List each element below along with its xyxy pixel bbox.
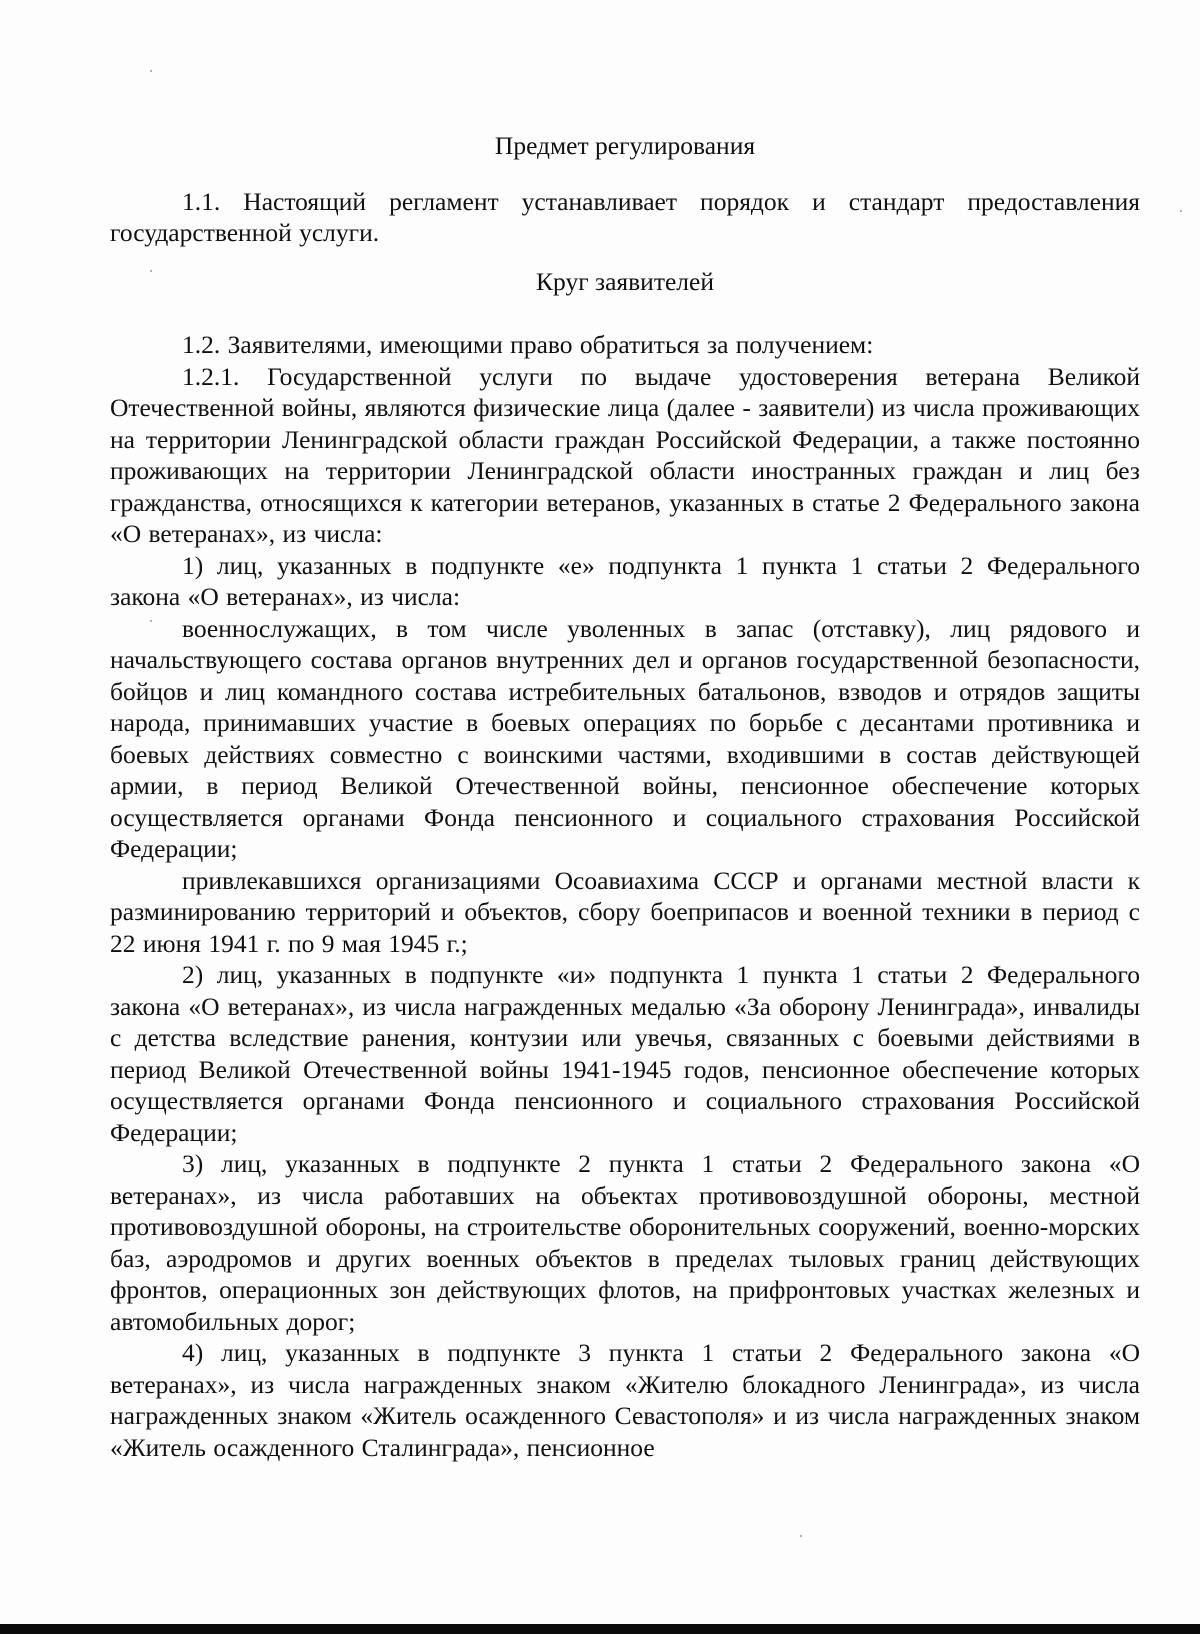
paragraph-servicemen: военнослужащих, в том числе уволенных в запас (отставку), лиц рядового и начальствующего состава органов внутренних дел и органов государственной безопасности, бойцов и лиц командного состава истребительных батальонов, взводов и отрядов защиты народа, принимавших участие в боевых операциях по борьбе с десантами противника и боевых действиях совместно с воинскими частями, входившими в состав действующей армии, в период Великой Отечественной войны, пенсионное обеспечение которых осуществляется органами Фонда пенсионного и социального страхования Российской Федерации;	[110, 613, 1140, 863]
paragraph-item-3: 3) лиц, указанных в подпункте 2 пункта 1 статьи 2 Федерального закона «О ветеранах», из числа работавших на объектах противовоздушной обороны, местной противовоздушной обороны, на строительстве оборонительных сооружений, военно-морских баз, аэродромов и других военных объектов в пределах тыловых границ действующих фронтов, операционных зон действующих флотов, на прифронтовых участках железных и автомобильных дорог;	[110, 1149, 1140, 1336]
scan-speck	[1180, 210, 1182, 212]
paragraph-1-1: 1.1. Настоящий регламент устанавливает порядок и стандарт предоставления государственной услуги.	[110, 186, 1140, 247]
document-body	[110, 130, 1140, 1463]
paragraph-osoaviakhim: привлекавшихся организациями Осоавиахима СССР и органами местной власти к разминированию территорий и объектов, сбору боеприпасов и военной техники в период с 22 июня 1941 г. по 9 мая 1945 г.;	[110, 865, 1140, 958]
section-heading-applicants: Круг заявителей	[536, 266, 714, 296]
scan-speck	[150, 70, 152, 72]
scan-edge-bar	[0, 1624, 1200, 1634]
scan-speck	[150, 270, 152, 272]
scan-speck	[800, 1535, 802, 1537]
section-heading-subject: Предмет регулирования	[494, 131, 756, 160]
paragraph-1-2-1: 1.2.1. Государственной услуги по выдаче удостоверения ветерана Великой Отечественной войны, являются физические лица (далее - заявители) из числа проживающих на территории Ленинградской области граждан Российской Федерации, а также постоянно проживающих на территории Ленинградской области иностранных граждан и лиц без гражданства, относящихся к категории ветеранов, указанных в статье 2 Федерального закона «О ветеранах», из числа:	[110, 361, 1140, 548]
paragraph-item-1: 1) лиц, указанных в подпункте «е» подпункта 1 пункта 1 статьи 2 Федерального закона «О ветеранах», из числа:	[110, 550, 1140, 611]
paragraph-item-2: 2) лиц, указанных в подпункте «и» подпункта 1 пункта 1 статьи 2 Федерального закона «О ветеранах», из числа награжденных медалью «За оборону Ленинграда», инвалиды с детства вследствие ранения, контузии или увечья, связанных с боевыми действиями в период Великой Отечественной войны 1941-1945 годов, пенсионное обеспечение которых осуществляется органами Фонда пенсионного и социального страхования Российской Федерации;	[110, 960, 1140, 1147]
scan-speck	[150, 620, 152, 622]
paragraph-1-2: 1.2. Заявителями, имеющими право обратиться за получением:	[182, 330, 874, 359]
paragraph-item-4: 4) лиц, указанных в подпункте 3 пункта 1 статьи 2 Федерального закона «О ветеранах», из числа награжденных знаком «Жителю блокадного Ленинграда», из числа награжденных знаком «Житель осажденного Севастополя» и из числа награжденных знаком «Житель осажденного Сталинграда», пенсионное	[110, 1338, 1140, 1462]
